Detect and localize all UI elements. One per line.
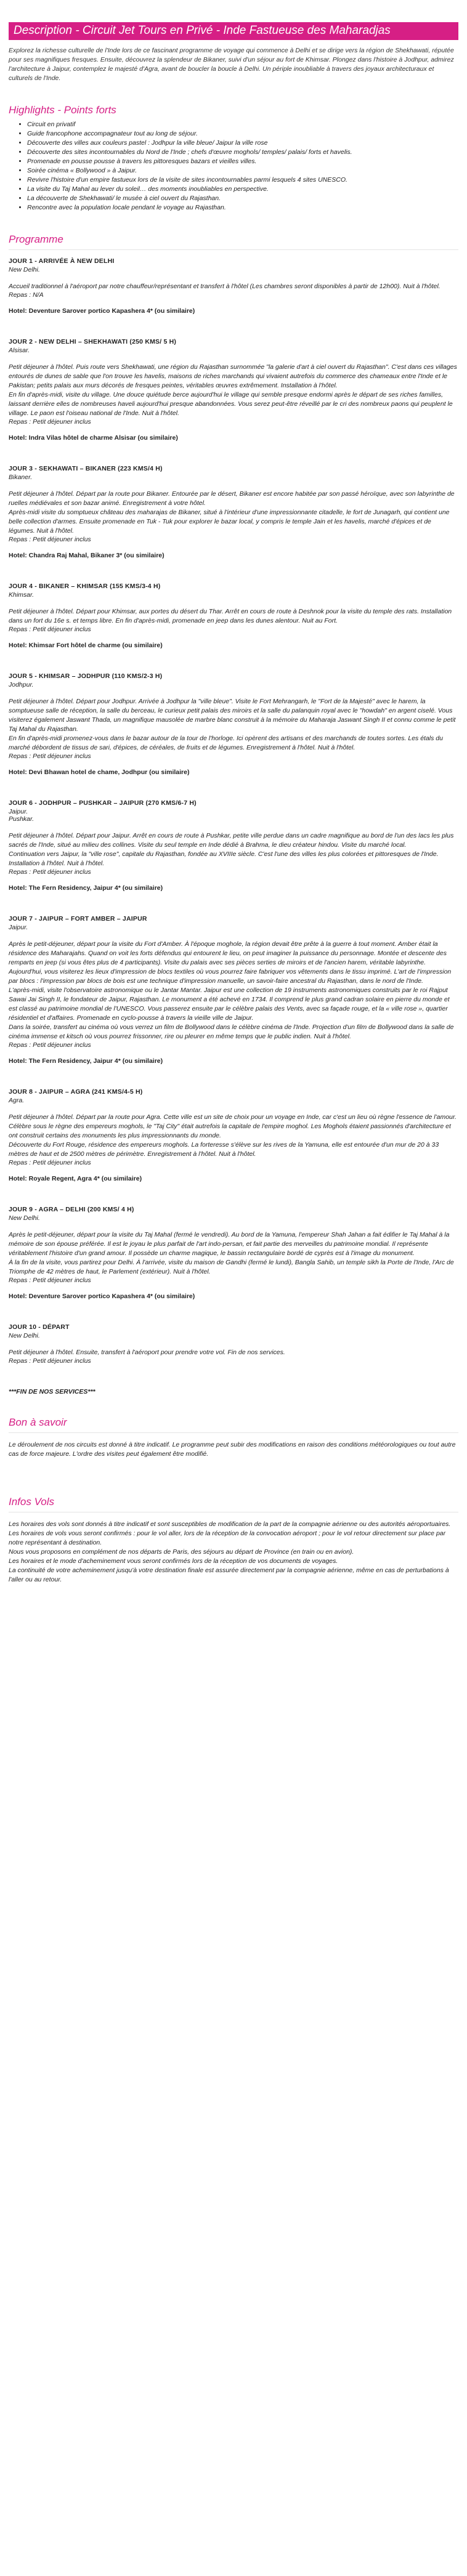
day-hotel: Hotel: The Fern Residency, Jaipur 4* (ou similaire) xyxy=(9,884,163,892)
day-city: Khimsar. xyxy=(9,591,35,599)
day-description: Après le petit-déjeuner, départ pour la visite du Fort d'Amber. À l'époque moghole, la région devait être prête à la guerre à tout moment. Amber était la résidence des Maharajahs. Quand on voit les forts défendus qui entourent le lieu, on peut imaginer la puissance du personnage. Montée et descente des remparts en jeep (si vous êtes plus de 4 participants). Visite du palais avec ses pièces serties de miroirs et de l'ancien harem, véritable labyrinthe. Aujourd'hui, vous visiterez les lieux d'impression de blocs textiles où vous pourrez faire fabriquer vos vêtements dans le tissu imprimé. L'art de l'impression par blocs : l'impression par blocs de bois est une technique d'impression manuelle, un savoir-faire ancestral du Rajasthan, dans le nord de l'Inde. L'après-midi, visite l'observatoire astronomique ou le Jantar Mantar. Jaipur est une collection de 19 instruments astronomiques construits par le roi Rajput Sawai Jai Singh II, le fondateur de Jaipur, Rajasthan. Le monument a été achevé en 1734. Il comprend le plus grand cadran solaire en pierre du monde et est classé au patrimoine mondial de l'UNESCO. Vous passerez ensuite par le célèbre palais des Vents, avec sa façade rouge, et la « ville rose », quartier résidentiel et d'affaires. Promenade en cyclo-pousse à travers la vieille ville de Jaipur. Dans la soirée, transfert au cinéma où vous verrez un film de Bollywood dans le célèbre cinéma de l'Inde. Projection d'un film de Bollywood dans la salle de cinéma immense et kitsch où vous pourrez frissonner, rire ou pleurer en même temps que le public indien. Nuit à l'hôtel. xyxy=(9,940,454,1040)
day-hotel: Hotel: Deventure Sarover portico Kapashera 4* (ou similaire) xyxy=(9,1293,195,1300)
day-title: JOUR 3 - SEKHAWATI – BIKANER (223 KMS/4 H) xyxy=(9,465,163,472)
highlight-item: • La visite du Taj Mahal au lever du soleil… des moments inoubliables en perspective. xyxy=(27,185,458,194)
day-meals: Repas : Petit déjeuner inclus xyxy=(9,1277,91,1284)
day-meals: Repas : Petit déjeuner inclus xyxy=(9,1159,91,1166)
bon-a-savoir-heading: Bon à savoir xyxy=(9,1416,67,1428)
day-title: JOUR 5 - KHIMSAR – JODHPUR (110 KMS/2-3 H) xyxy=(9,672,163,680)
day-description: Petit déjeuner à l'hôtel. Départ pour Jaipur. Arrêt en cours de route à Pushkar, petite ville perdue dans un cadre magnifique au bord de l'un des lacs les plus sacrés de l'Inde, situé au milieu des collines. Visite du seul temple en Inde dédié à Brahma, le dieu créateur hindou. Visite du marché local. Continuation vers Jaipur, la "ville rose", capitale du Rajasthan, fondée au XVIIIe siècle. C'est l'une des villes les plus colorées et pittoresques de l'Inde. Installation à l'hôtel. Nuit à l'hôtel. xyxy=(9,832,454,867)
day-city: Alsisar. xyxy=(9,347,30,354)
day-title: JOUR 7 - JAIPUR – FORT AMBER – JAIPUR xyxy=(9,915,147,923)
highlight-item: • Découverte des sites incontournables du Nord de l'Inde ; chefs d'œuvre moghols/ temples/ palais/ forts et havelis. xyxy=(27,148,458,157)
day-city: Jaipur. Pushkar. xyxy=(9,808,35,823)
highlight-item: • Découverte des villes aux couleurs pastel : Jodhpur la ville bleue/ Jaipur la ville rose xyxy=(27,139,458,148)
day-hotel: Hotel: Khimsar Fort hôtel de charme (ou similaire) xyxy=(9,642,163,649)
day-description: Petit déjeuner à l'hôtel. Puis route vers Shekhawati, une région du Rajasthan surnommée "la galerie d'art à ciel ouvert du Rajasthan". C'est dans ces villages entourés de dunes de sable que l'on trouve les havelis, maisons de riches marchands qui vivaient autrefois du commerce des chameaux entre l'Inde et le Pakistan; petits palais aux murs décorés de fresques peintes, véritables œuvres extrêmement. Installation à l'hôtel. En fin d'après-midi, visite du village. Une douce quiétude berce aujourd'hui le village qui semble presque endormi après le départ de ses riches familles, laissant derrière elles de nombreuses haveli aujourd'hui presque abandonnées. Vous serez peut-être réveillé par le cri des nombreux paons qui peuplent le village. Le paon est l'oiseau national de l'Inde. Nuit à l'hôtel. xyxy=(9,363,457,417)
day-city: Jodhpur. xyxy=(9,681,34,688)
day-description: Petit déjeuner à l'hôtel. Départ pour Jodhpur. Arrivée à Jodhpur la "ville bleue". Visite le Fort Mehrangarh, le "Fort de la Majesté" avec le harem, la somptueuse salle de réception, la salle du berceau, le curieux petit palais des miroirs et la salle du palanquin royal avec le "howdah" en argent ciselé. Vous visiterez également Jaswant Thada, un magnifique mausolée de marbre blanc construit à la mémoire du Maharaja Jaswant Singh II et connu comme le petit Taj Mahal du Rajasthan. En fin d'après-midi promenez-vous dans le bazar autour de la tour de l'horloge. Ici opèrent des artisans et des marchands de toutes sortes. Les étals du marché débordent de tissus de sari, d'épices, de céréales, de fruits et de légumes. Enregistrement à l'hôtel. Nuit à l'hôtel. xyxy=(9,698,456,751)
day-description: Petit déjeuner à l'hôtel. Départ pour Khimsar, aux portes du désert du Thar. Arrêt en cours de route à Deshnok pour la visite du temple des rats. Installation dans un fort du 16e s. et temps libre. En fin d'après-midi, promenade en jeep dans les dunes alentour. Nuit au Fort. xyxy=(9,608,452,624)
day-description: Petit déjeuner à l'hôtel. Ensuite, transfert à l'aéroport pour prendre votre vol. Fin de nos services. xyxy=(9,1349,285,1356)
day-title: JOUR 4 - BIKANER – KHIMSAR (155 KMS/3-4 H) xyxy=(9,583,161,590)
day-hotel: Hotel: Chandra Raj Mahal, Bikaner 3* (ou similaire) xyxy=(9,552,164,559)
day-meals: Repas : Petit déjeuner inclus xyxy=(9,868,91,876)
day-block xyxy=(9,1088,458,1182)
day-city: Jaipur. xyxy=(9,924,28,931)
day-hotel: Hotel: Indra Vilas hôtel de charme Alsisar (ou similaire) xyxy=(9,434,178,442)
day-block xyxy=(9,338,458,442)
intro-text: Explorez la richesse culturelle de l'Inde lors de ce fascinant programme de voyage qui commence à Delhi et se dirige vers la région de Shekhawati, réputée pour ses magnifiques fresques. Ensuite, découvrez la splendeur de Bikaner, suivi d'un séjour au fort de Khimsar. Plongez dans l'histoire à Jodhpur, admirez l'architecture à Jaipur, contemplez le majesté d'Agra, avant de boucler la boucle à Delhi. Un périple inoubliable à travers des joyaux architecturaux et culturels de l'Inde. xyxy=(9,47,454,82)
highlight-item: • Soirée cinéma « Bollywood » à Jaipur. xyxy=(27,166,458,176)
highlight-item: • La découverte de Shekhawati/ le musée à ciel ouvert du Rajasthan. xyxy=(27,194,458,203)
day-block xyxy=(9,1323,458,1365)
programme-days xyxy=(9,257,458,1365)
highlight-item: • Revivre l'histoire d'un empire fastueux lors de la visite de sites incontournables parmi lesquels 4 sites UNESCO. xyxy=(27,176,458,185)
divider xyxy=(9,1432,458,1433)
fin-services: ***FIN DE NOS SERVICES*** xyxy=(9,1388,95,1395)
highlights-heading: Highlights - Points forts xyxy=(9,104,116,116)
highlights-list xyxy=(9,120,458,212)
day-title: JOUR 8 - JAIPUR – AGRA (241 KMS/4-5 H) xyxy=(9,1088,143,1096)
highlight-item: • Guide francophone accompagnateur tout au long de séjour. xyxy=(27,129,458,139)
day-block xyxy=(9,799,458,892)
day-block xyxy=(9,1206,458,1300)
day-block xyxy=(9,672,458,776)
day-city: New Delhi. xyxy=(9,1214,40,1222)
day-city: New Delhi. xyxy=(9,1332,40,1339)
day-meals: Repas : Petit déjeuner inclus xyxy=(9,753,91,760)
day-description: Petit déjeuner à l'hôtel. Départ par la route pour Agra. Cette ville est un site de choix pour un voyage en Inde, car c'est un lieu où règne l'essence de l'amour. Célèbre sous le règne des empereurs moghols, le "Taj City" était autrefois la capitale de l'empire moghol. Les Moghols étaient passionnés d'architecture et ont construit certains des monuments les plus impressionnants du monde. Découverte du Fort Rouge, résidence des empereurs moghols. La forteresse s'élève sur les rives de la Yamuna, elle est entourée d'un mur de 20 à 33 mètres de haut et de 2500 mètres de périmètre. Enregistrement à l'hôtel. Nuit à l'hôtel. xyxy=(9,1113,457,1158)
day-block xyxy=(9,257,458,315)
day-title: JOUR 9 - AGRA – DELHI (200 KMS/ 4 H) xyxy=(9,1206,134,1213)
day-title: JOUR 2 - NEW DELHI – SHEKHAWATI (250 KMS/ 5 H) xyxy=(9,338,177,345)
day-title: JOUR 6 - JODHPUR – PUSHKAR – JAIPUR (270 KMS/6-7 H) xyxy=(9,799,197,807)
page-title: Description - Circuit Jet Tours en Privé - Inde Fastueuse des Maharadjas xyxy=(9,22,458,40)
day-description: Après le petit-déjeuner, départ pour la visite du Taj Mahal (fermé le vendredi). Au bord de la Yamuna, l'empereur Shah Jahan a fait édifier le Taj Mahal à la mémoire de son épouse préférée. Il est le joyau le plus parfait de l'art indo-persan, et fait partie des merveilles du patrimoine mondial. Il représente véritablement l'histoire d'un grand amour. Il possède un charme magique, le bassin rectangulaire bordé de cyprès est à l'image du monument. À la fin de la visite, vous partirez pour Delhi. À l'arrivée, visite du maison de Gandhi (fermé le lundi), Bangla Sahib, un temple sikh la Porte de l'Inde, l'Arc de Triomphe de 42 mètres de haut, le Parlement (extérieur). Nuit à l'hôtel. xyxy=(9,1231,454,1275)
highlight-item: • Circuit en privatif xyxy=(27,120,458,129)
day-block xyxy=(9,915,458,1065)
day-block xyxy=(9,583,458,649)
highlight-item: • Rencontre avec la population locale pendant le voyage au Rajasthan. xyxy=(27,203,458,212)
day-meals: Repas : Petit déjeuner inclus xyxy=(9,1041,91,1049)
divider xyxy=(9,249,458,250)
programme-heading: Programme xyxy=(9,233,63,245)
day-description: Accueil traditionnel à l'aéroport par notre chauffeur/représentant et transfert à l'hôtel (Les chambres seront disponibles à partir de 12h00). Nuit à l'hôtel. xyxy=(9,283,441,290)
day-meals: Repas : Petit déjeuner inclus xyxy=(9,626,91,633)
day-city: Agra. xyxy=(9,1097,25,1104)
day-hotel: Hotel: Royale Regent, Agra 4* (ou similaire) xyxy=(9,1175,142,1182)
bon-a-savoir-text: Le déroulement de nos circuits est donné à titre indicatif. Le programme peut subir des modifications en raison des conditions météorologiques ou tout autre cas de force majeure. L'ordre des visites peut également être modifié. xyxy=(9,1441,456,1458)
day-hotel: Hotel: Deventure Sarover portico Kapashera 4* (ou similaire) xyxy=(9,307,195,315)
day-title: JOUR 1 - ARRIVÉE À NEW DELHI xyxy=(9,257,115,265)
day-city: Bikaner. xyxy=(9,474,33,481)
day-meals: Repas : Petit déjeuner inclus xyxy=(9,536,91,543)
day-meals: Repas : Petit déjeuner inclus xyxy=(9,418,91,426)
highlight-item: • Promenade en pousse pousse à travers les pittoresques bazars et vieilles villes. xyxy=(27,157,458,166)
day-hotel: Hotel: The Fern Residency, Jaipur 4* (ou similaire) xyxy=(9,1057,163,1065)
day-title: JOUR 10 - DÉPART xyxy=(9,1323,70,1331)
day-meals: Repas : Petit déjeuner inclus xyxy=(9,1357,91,1365)
infos-vols-heading: Infos Vols xyxy=(9,1496,55,1508)
day-block xyxy=(9,465,458,559)
day-city: New Delhi. xyxy=(9,266,40,273)
day-description: Petit déjeuner à l'hôtel. Départ par la route pour Bikaner. Entourée par le désert, Bikaner est encore habitée par son passé héroïque, avec son labyrinthe de ruelles médiévales et son bazar animé. Enregistrement à votre hôtel. Après-midi visite du somptueux château des maharajas de Bikaner, situé à l'intérieur d'une impressionnante citadelle, le fort de Junagarh, qui contient une belle collection d'armes. Ensuite promenade en Tuk - Tuk pour explorer le bazar local, y compris le temple Jain et les havelis, marché d'épices et de légumes. Nuit à l'hôtel. xyxy=(9,490,455,535)
day-hotel: Hotel: Devi Bhawan hotel de chame, Jodhpur (ou similaire) xyxy=(9,769,190,776)
day-meals: Repas : N/A xyxy=(9,291,44,299)
infos-vols-text: Les horaires des vols sont donnés à titre indicatif et sont susceptibles de modification de la part de la compagnie aérienne ou des autorités aéroportuaires. Les horaires de vols vous seront confirmés : pour le vol aller, lors de la réception de la convocation aéroport ; pour le vol retour directement sur place par notre représentant à destination. Nous vous proposons en complément de nos départs de Paris, des séjours au départ de Province (en train ou en avion). Les horaires et le mode d'acheminement vous seront confirmés lors de la réception de vos documents de voyages. La continuité de votre acheminement jusqu'à votre destination finale est assurée directement par la compagnie aérienne, même en cas de perturbations à l'aller ou au retour. xyxy=(9,1520,451,1583)
